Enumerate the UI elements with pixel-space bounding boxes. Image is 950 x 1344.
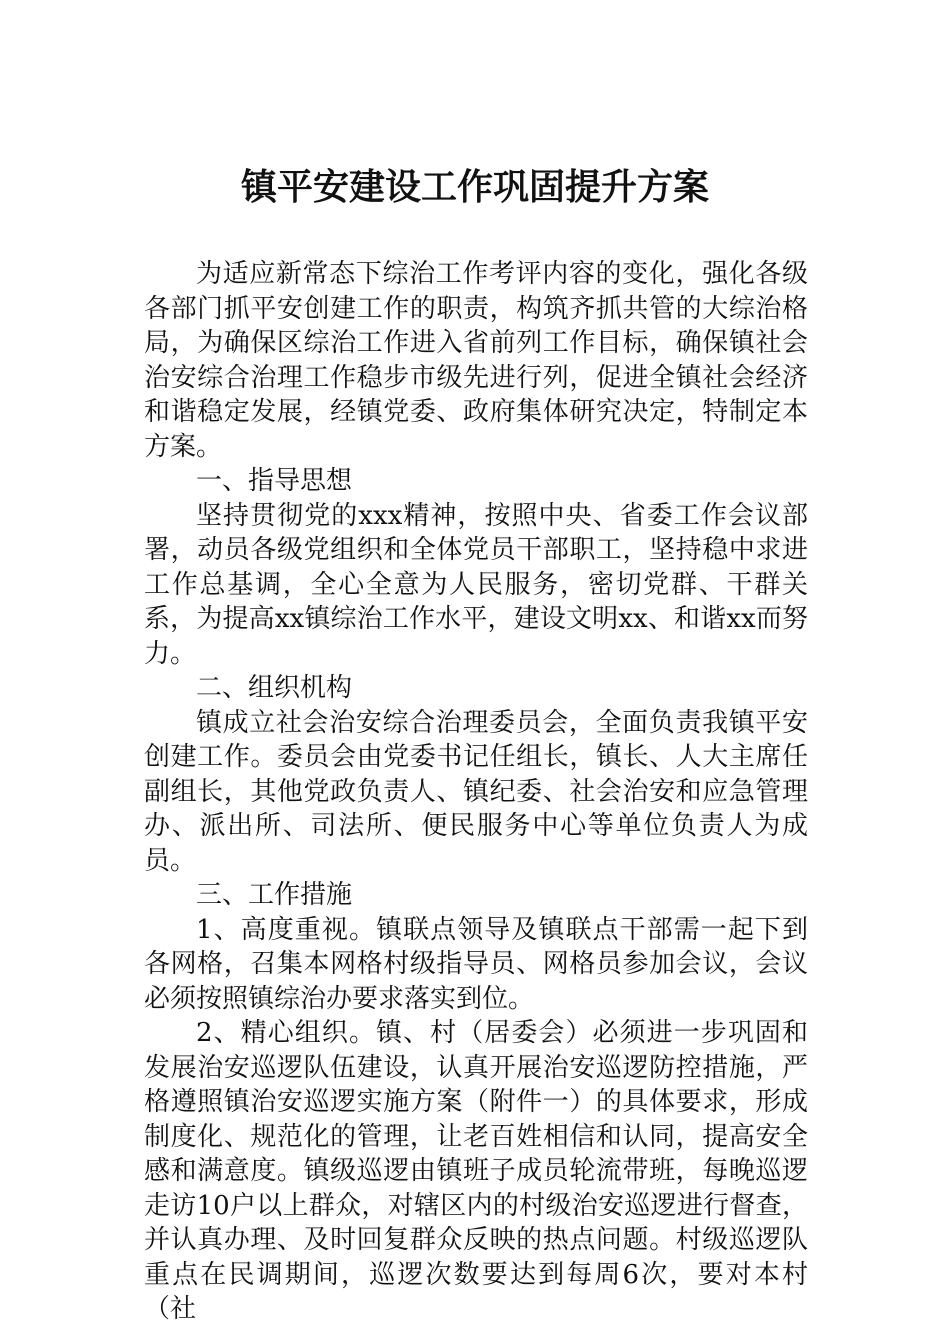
document-title: 镇平安建设工作巩固提升方案: [240, 167, 709, 208]
document-body: [144, 257, 808, 1327]
measure-1-paragraph: 1、高度重视。镇联点领导及镇联点干部需一起下到各网格，召集本网格村级指导员、网格员参加会议，会议必须按照镇综治办要求落实到位。: [144, 914, 808, 1014]
section-heading-organization: 二、组织机构: [196, 673, 353, 703]
section-heading-guiding-ideology: 一、指导思想: [196, 466, 353, 496]
organization-paragraph: 镇成立社会治安综合治理委员会，全面负责我镇平安创建工作。委员会由党委书记任组长，镇长、人大主席任副组长，其他党政负责人、镇纪委、社会治安和应急管理办、派出所、司法所、便民服务中心等单位负责人为成员。: [144, 707, 808, 876]
section-heading-work-measures: 三、工作措施: [196, 880, 353, 910]
measure-2-paragraph: 2、精心组织。镇、村（居委会）必须进一步巩固和发展治安巡逻队伍建设，认真开展治安巡逻防控措施，严格遵照镇治安巡逻实施方案（附件一）的具体要求，形成制度化、规范化的管理，让老百姓相信和认同，提高安全感和满意度。镇级巡逻由镇班子成员轮流带班，每晚巡逻走访10户以上群众，对辖区内的村级治安巡逻进行督查，并认真办理、及时回复群众反映的热点问题。村级巡逻队重点在民调期间，巡逻次数要达到每周6次，要对本村（社: [144, 1018, 808, 1324]
intro-paragraph: 为适应新常态下综治工作考评内容的变化，强化各级各部门抓平安创建工作的职责，构筑齐抓共管的大综治格局，为确保区综治工作进入省前列工作目标，确保镇社会治安综合治理工作稳步市级先进行列，促进全镇社会经济和谐稳定发展，经镇党委、政府集体研究决定，特制定本方案。: [144, 259, 808, 462]
guiding-ideology-paragraph: 坚持贯彻党的xxx精神，按照中央、省委工作会议部署，动员各级党组织和全体党员干部职工，坚持稳中求进工作总基调，全心全意为人民服务，密切党群、干群关系，为提高xx镇综治工作水平，建设文明xx、和谐xx而努力。: [144, 500, 808, 669]
